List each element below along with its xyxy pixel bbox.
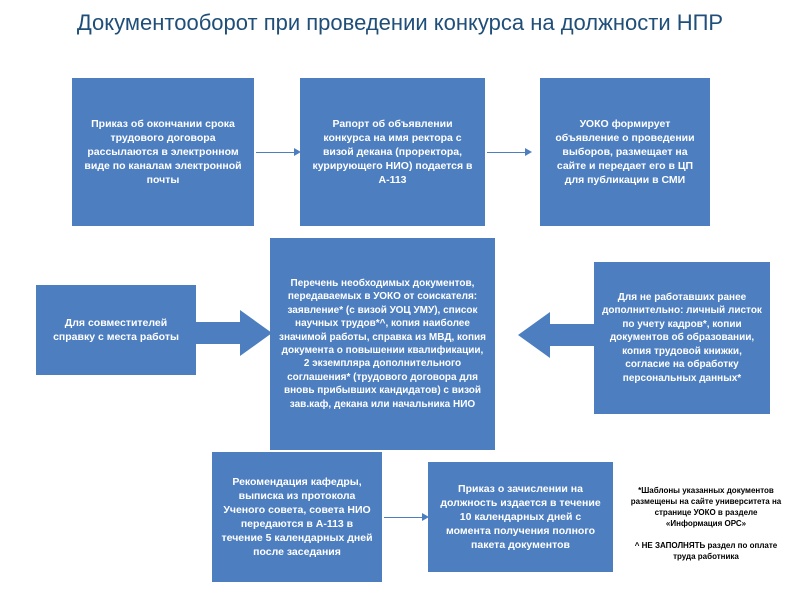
box-uoko-announcement bbox=[540, 78, 710, 226]
box-documents-list bbox=[270, 238, 495, 450]
box-documents-list-text: Перечень необходимых документов, передаваемых в УОКО от соискателя: заявление* (с визой УОЦ УМУ), список научных трудов*^, копия наиболее значимой работы, справка из МВД, копия документа о повышении квалификации, 2 экземпляра дополнительного соглашения* (трудового договора для вновь прибывших кандидатов) с визой зав.каф, декана или начальника НИО bbox=[278, 277, 487, 410]
arrow-2-line bbox=[487, 152, 527, 153]
box-enrollment-order bbox=[428, 462, 613, 572]
page-title: Документооборот при проведении конкурса на должности НПР bbox=[76, 10, 724, 35]
box-enrollment-order-text: Приказ о зачислении на должность издается в течение 10 календарных дней с момента получения полного пакета документов bbox=[440, 483, 601, 551]
box-not-previously-employed-text: Для не работавших ранее дополнительно: личный листок по учету кадров*, копии документов об образовании, копия трудовой книжки, согласие на обработку персональных данных* bbox=[602, 292, 762, 384]
block-arrow-right-icon bbox=[196, 310, 272, 356]
arrow-1-line bbox=[256, 152, 296, 153]
box-recommendation bbox=[212, 452, 382, 582]
box-not-previously-employed bbox=[594, 262, 770, 414]
block-arrow-left-icon bbox=[518, 312, 594, 358]
box-uoko-announcement-text: УОКО формирует объявление о проведении выборов, размещает на сайте и передает его в ЦП для публикации в СМИ bbox=[555, 118, 695, 186]
footnote-line-2: ^ НЕ ЗАПОЛНЯТЬ раздел по оплате труда работника bbox=[634, 541, 778, 561]
box-report-announcement bbox=[300, 78, 485, 226]
arrow-3-line bbox=[384, 517, 424, 518]
arrow-2-head-icon bbox=[525, 148, 532, 156]
box-report-announcement-text: Рапорт об объявлении конкурса на имя ректора с визой декана (проректора, курирующего НИО) подается в А-113 bbox=[312, 118, 473, 186]
box-order-end-contract bbox=[72, 78, 254, 226]
box-part-timers-text: Для совместителей справку с места работы bbox=[53, 317, 179, 343]
box-part-timers bbox=[36, 285, 196, 375]
box-order-end-contract-text: Приказ об окончании срока трудового договора рассылаются в электронном виде по каналам электронной почты bbox=[84, 118, 242, 186]
box-recommendation-text: Рекомендация кафедры, выписка из протокола Ученого совета, совета НИО передаются в А-113 в течение 5 календарных дней после заседания bbox=[221, 476, 373, 558]
footnote-line-1: *Шаблоны указанных документов размещены на сайте университета на странице УОКО в разделе «Информация ОРС» bbox=[630, 486, 782, 528]
